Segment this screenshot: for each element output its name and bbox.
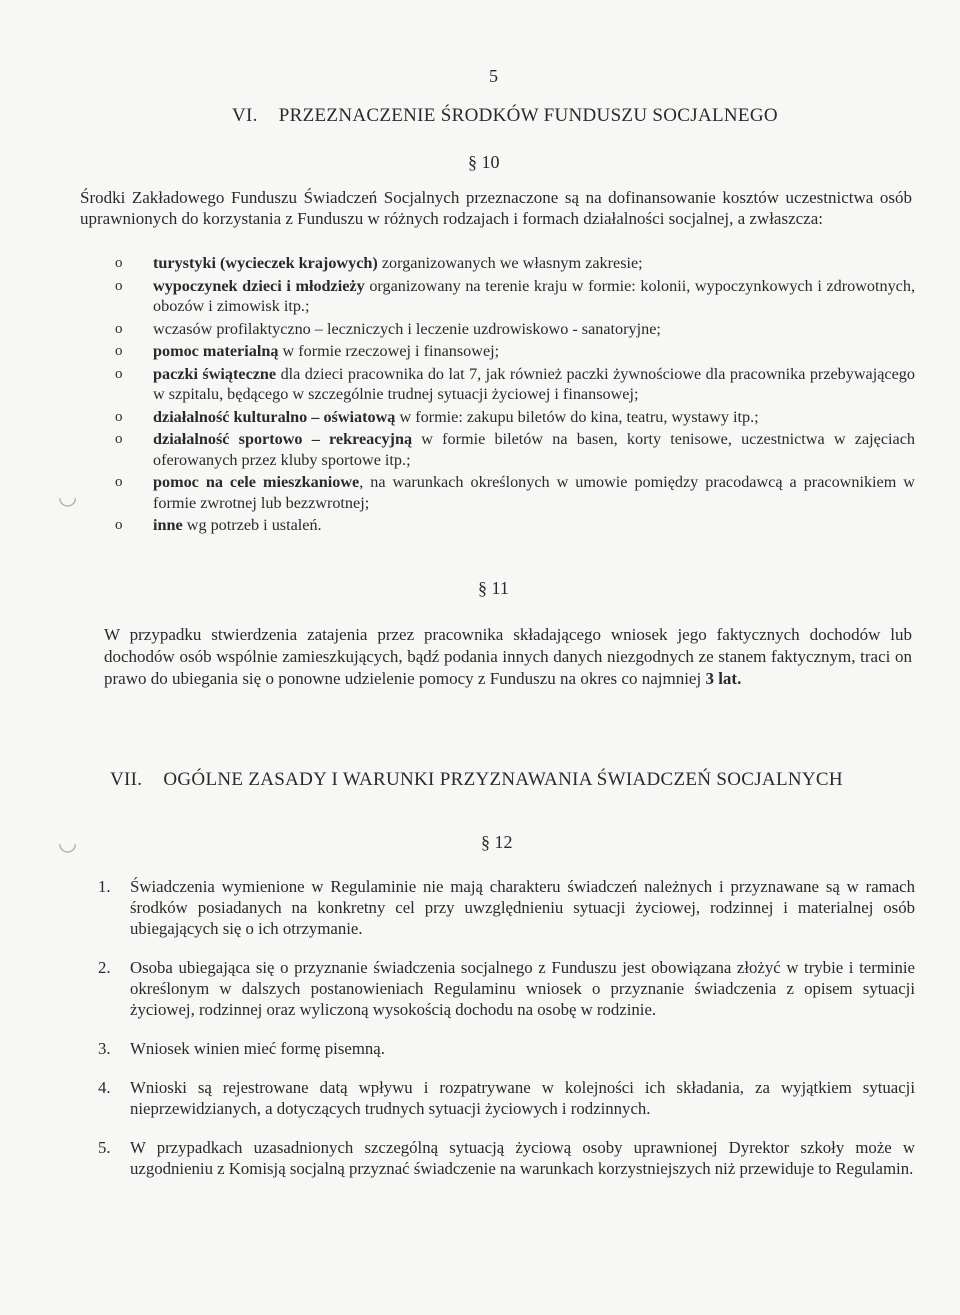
item-bold: pomoc na cele mieszkaniowe xyxy=(153,473,360,491)
list-item xyxy=(115,276,915,317)
item-bold: działalność kulturalno – oświatową xyxy=(153,407,396,426)
item-bold: paczki świąteczne xyxy=(153,364,277,383)
paragraph-sign-11: § 11 xyxy=(478,578,509,598)
numbered-item xyxy=(98,1077,915,1119)
item-text: Osoba ubiegająca się o przyznanie świadczenia socjalnego z Funduszu jest obowiązana złożyć w trybie i terminie określonym w dalszych postanowieniach Regulaminu wniosek o przyznanie świadczenia z opisem sytuacji życiowej, rodzinnej oraz wyliczoną wysokością dochodu na osobę w rodzinie. xyxy=(130,958,915,1019)
item-text: w formie biletów na basen, korty tenisowe, uczestnictwa w zajęciach oferowanych przez kluby sportowe itp.; xyxy=(153,430,915,469)
section-heading-vi xyxy=(232,105,778,127)
item-text: W przypadkach uzasadnionych szczególną sytuacją życiową osoby uprawnionej Dyrektor szkoły może w uzgodnieniu z Komisją socjalną przyznać świadczenie na warunkach korzystniejszych niż przewiduje to Regulamin. xyxy=(130,1138,915,1178)
numbered-item xyxy=(98,1038,915,1059)
item-number: 5. xyxy=(98,1138,111,1157)
rules-numbered-list xyxy=(98,876,915,1179)
item-text: , na warunkach określonych w umowie pomiędzy pracodawcą a pracownikiem w formie zwrotnej lub bezzwrotnej; xyxy=(153,473,915,512)
list-item xyxy=(115,472,915,513)
bullet: o xyxy=(115,343,123,359)
section-roman: VII. xyxy=(110,769,143,790)
item-text: w formie rzeczowej i finansowej; xyxy=(278,342,500,360)
punch-hole-mark: ◡ xyxy=(58,830,78,855)
funding-purposes-list xyxy=(115,253,915,538)
item-text: Wniosek winien mieć formę pisemną. xyxy=(130,1039,385,1058)
item-text: organizowany na terenie kraju w formie: kolonii, wypoczynkowych i zdrowotnych, obozów i zimowisk itp.; xyxy=(153,276,915,315)
item-text: zorganizowanych we własnym zakresie; xyxy=(377,254,643,272)
section-title: OGÓLNE ZASADY I WARUNKI PRZYZNAWANIA ŚWIADCZEŃ SOCJALNYCH xyxy=(163,769,843,790)
paragraph-11-period: 3 lat. xyxy=(705,669,742,688)
item-bold: inne xyxy=(153,516,183,534)
paragraph-11-text xyxy=(104,624,912,690)
item-bold: turystyki (wycieczek krajowych) xyxy=(153,254,378,272)
list-item xyxy=(115,364,915,405)
item-text: dla dzieci pracownika do lat 7, jak również paczki żywnościowe dla pracownika przebywającego w szpitalu, będącego w szczególnie trudnej sytuacji życiowej i finansowej; xyxy=(153,364,915,403)
numbered-item xyxy=(98,957,915,1020)
bullet: o xyxy=(115,255,123,271)
section-heading-vii xyxy=(110,769,843,791)
punch-hole-mark: ◡ xyxy=(58,484,78,509)
item-bold: działalność sportowo – rekreacyjną xyxy=(153,430,413,448)
bullet: o xyxy=(115,408,123,425)
list-item xyxy=(115,319,915,340)
bullet: o xyxy=(115,365,123,382)
section-title: PRZEZNACZENIE ŚRODKÓW FUNDUSZU SOCJALNEGO xyxy=(278,105,778,126)
item-text: Wnioski są rejestrowane datą wpływu i rozpatrywane w kolejności ich składania, za wyjątkiem sytuacji nieprzewidzianych, a dotyczących trudnych sytuacji życiowych i rodzinnych. xyxy=(130,1078,915,1118)
section-roman: VI. xyxy=(232,105,258,126)
numbered-item xyxy=(98,1137,915,1179)
paragraph-sign-12: § 12 xyxy=(481,832,513,852)
item-bold: wypoczynek dzieci i młodzieży xyxy=(153,276,365,295)
bullet: o xyxy=(115,320,123,337)
item-bold: pomoc materialną xyxy=(153,342,279,360)
page-number: 5 xyxy=(489,66,498,86)
list-item xyxy=(115,341,915,362)
paragraph-11-body: W przypadku stwierdzenia zatajenia przez pracownika składającego wniosek jego faktycznych dochodów lub dochodów osób wspólnie zamieszkujących, bądź podania innych danych niezgodnych ze stanem faktycznym, traci on prawo do ubiegania się o ponowne udzielenie pomocy z Funduszu na okres co najmniej xyxy=(104,625,912,688)
paragraph-10-intro: Środki Zakładowego Funduszu Świadczeń Socjalnych przeznaczone są na dofinansowanie kosztów uczestnictwa osób uprawnionych do korzystania z Funduszu w różnych rodzajach i formach działalności socjalnej, a zwłaszcza: xyxy=(80,188,912,228)
bullet: o xyxy=(115,474,123,490)
paragraph-sign-10: § 10 xyxy=(468,152,500,172)
numbered-item xyxy=(98,876,915,939)
item-number: 2. xyxy=(98,958,111,977)
list-item xyxy=(115,429,915,470)
item-text: Świadczenia wymienione w Regulaminie nie mają charakteru świadczeń należnych i przyznawane są w ramach środków posiadanych na konkretny cel przy uwzględnieniu sytuacji życiowej, rodzinnej i materialnej osób ubiegających się o ich otrzymanie. xyxy=(130,877,915,938)
item-number: 3. xyxy=(98,1039,111,1058)
list-item xyxy=(115,407,915,428)
item-text: wg potrzeb i ustaleń. xyxy=(182,516,322,534)
bullet: o xyxy=(115,517,123,533)
bullet: o xyxy=(115,277,123,294)
item-text: wczasów profilaktyczno – leczniczych i leczenie uzdrowiskowo - sanatoryjne; xyxy=(153,319,661,338)
item-number: 1. xyxy=(98,877,111,896)
list-item xyxy=(115,515,915,536)
list-item xyxy=(115,253,915,274)
item-text: w formie: zakupu biletów do kina, teatru, wystawy itp.; xyxy=(395,407,759,426)
item-number: 4. xyxy=(98,1078,111,1097)
bullet: o xyxy=(115,431,123,447)
